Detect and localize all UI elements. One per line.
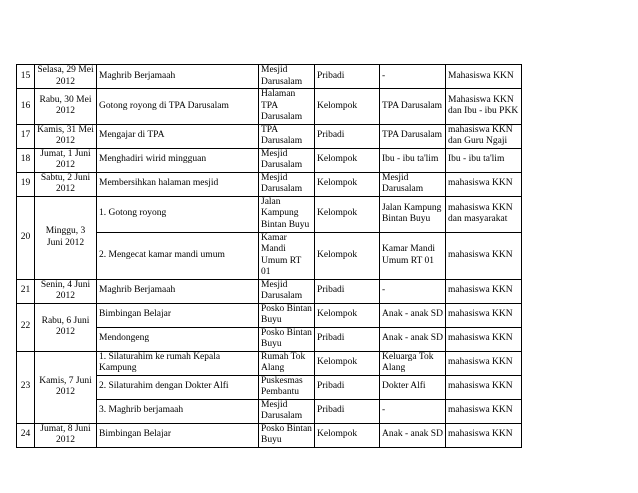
place-cell: Halaman TPA Darusalam — [259, 89, 315, 125]
target-cell: Keluarga Tok Alang — [380, 351, 446, 375]
place-cell: Puskesmas Pembantu — [259, 375, 315, 399]
type-cell: Kelompok — [315, 172, 380, 196]
place-cell: TPA Darusalam — [259, 124, 315, 148]
place-cell: Kamar Mandi Umum RT 01 — [259, 232, 315, 279]
table-row — [17, 124, 522, 148]
row-number: 18 — [17, 148, 35, 172]
activity-cell: Membersihkan halaman mesjid — [97, 172, 259, 196]
row-number: 21 — [17, 279, 35, 303]
place-cell: Posko Bintan Buyu — [259, 423, 315, 447]
pj-cell: Mahasiswa KKN — [446, 65, 522, 89]
day-cell: Rabu, 30 Mei 2012 — [35, 89, 97, 125]
target-cell: TPA Darusalam — [380, 89, 446, 125]
activity-cell: 1. Gotong royong — [97, 196, 259, 232]
activity-cell: Bimbingan Belajar — [97, 303, 259, 327]
row-number: 22 — [17, 303, 35, 351]
pj-cell: mahasiswa KKN — [446, 399, 522, 423]
place-cell: Mesjid Darusalam — [259, 172, 315, 196]
pj-cell: mahasiswa KKN dan Guru Ngaji — [446, 124, 522, 148]
table-row — [17, 279, 522, 303]
pj-cell: Ibu - ibu ta'lim — [446, 148, 522, 172]
type-cell: Pribadi — [315, 327, 380, 351]
type-cell: Kelompok — [315, 351, 380, 375]
day-cell: Selasa, 29 Mei 2012 — [35, 65, 97, 89]
row-number: 15 — [17, 65, 35, 89]
pj-cell: mahasiswa KKN — [446, 375, 522, 399]
row-number: 23 — [17, 351, 35, 423]
activity-cell: 3. Maghrib berjamaah — [97, 399, 259, 423]
type-cell: Kelompok — [315, 232, 380, 279]
activity-cell: Maghrib Berjamaah — [97, 65, 259, 89]
table-row — [17, 423, 522, 447]
day-cell: Senin, 4 Juni 2012 — [35, 279, 97, 303]
target-cell: Dokter Alfi — [380, 375, 446, 399]
pj-cell: mahasiswa KKN — [446, 279, 522, 303]
type-cell: Kelompok — [315, 303, 380, 327]
table-row — [17, 196, 522, 232]
type-cell: Pribadi — [315, 399, 380, 423]
table-row — [17, 351, 522, 375]
place-cell: Posko Bintan Buyu — [259, 303, 315, 327]
type-cell: Pribadi — [315, 124, 380, 148]
pj-cell: mahasiswa KKN — [446, 351, 522, 375]
target-cell: Kamar Mandi Umum RT 01 — [380, 232, 446, 279]
activity-cell: Mendongeng — [97, 327, 259, 351]
place-cell: Posko Bintan Buyu — [259, 327, 315, 351]
target-cell: TPA Darusalam — [380, 124, 446, 148]
target-cell: - — [380, 399, 446, 423]
type-cell: Kelompok — [315, 423, 380, 447]
place-cell: Mesjid Darusalam — [259, 148, 315, 172]
activity-cell: Gotong royong di TPA Darusalam — [97, 89, 259, 125]
table-row — [17, 148, 522, 172]
type-cell: Kelompok — [315, 89, 380, 125]
activity-cell: 2. Silaturahim dengan Dokter Alfi — [97, 375, 259, 399]
target-cell: Ibu - ibu ta'lim — [380, 148, 446, 172]
activity-cell: Bimbingan Belajar — [97, 423, 259, 447]
row-number: 24 — [17, 423, 35, 447]
day-cell: Rabu, 6 Juni 2012 — [35, 303, 97, 351]
day-cell: Jumat, 8 Juni 2012 — [35, 423, 97, 447]
type-cell: Pribadi — [315, 279, 380, 303]
target-cell: - — [380, 65, 446, 89]
pj-cell: Mahasiswa KKN dan Ibu - ibu PKK — [446, 89, 522, 125]
target-cell: Anak - anak SD — [380, 327, 446, 351]
target-cell: Anak - anak SD — [380, 303, 446, 327]
target-cell: - — [380, 279, 446, 303]
day-cell: Kamis, 7 Juni 2012 — [35, 351, 97, 423]
place-cell: Mesjid Darusalam — [259, 399, 315, 423]
schedule-table — [16, 64, 522, 448]
row-number: 16 — [17, 89, 35, 125]
activity-cell: 1. Silaturahim ke rumah Kepala Kampung — [97, 351, 259, 375]
row-number: 19 — [17, 172, 35, 196]
pj-cell: mahasiswa KKN — [446, 232, 522, 279]
type-cell: Kelompok — [315, 196, 380, 232]
pj-cell: mahasiswa KKN dan masyarakat — [446, 196, 522, 232]
place-cell: Rumah Tok Alang — [259, 351, 315, 375]
pj-cell: mahasiswa KKN — [446, 172, 522, 196]
pj-cell: mahasiswa KKN — [446, 327, 522, 351]
table-row — [17, 89, 522, 125]
table-row — [17, 303, 522, 327]
activity-cell: Maghrib Berjamaah — [97, 279, 259, 303]
target-cell: Anak - anak SD — [380, 423, 446, 447]
type-cell: Pribadi — [315, 65, 380, 89]
activity-cell: Menghadiri wirid mingguan — [97, 148, 259, 172]
day-cell: Kamis, 31 Mei 2012 — [35, 124, 97, 148]
place-cell: Mesjid Darusalam — [259, 65, 315, 89]
type-cell: Kelompok — [315, 148, 380, 172]
row-number: 20 — [17, 196, 35, 279]
table-row — [17, 65, 522, 89]
type-cell: Pribadi — [315, 375, 380, 399]
pj-cell: mahasiswa KKN — [446, 303, 522, 327]
day-cell: Minggu, 3 Juni 2012 — [35, 196, 97, 279]
target-cell: Jalan Kampung Bintan Buyu — [380, 196, 446, 232]
activity-cell: Mengajar di TPA — [97, 124, 259, 148]
pj-cell: mahasiswa KKN — [446, 423, 522, 447]
place-cell: Mesjid Darusalam — [259, 279, 315, 303]
target-cell: Mesjid Darusalam — [380, 172, 446, 196]
day-cell: Sabtu, 2 Juni 2012 — [35, 172, 97, 196]
place-cell: Jalan Kampung Bintan Buyu — [259, 196, 315, 232]
table-row — [17, 172, 522, 196]
activity-cell: 2. Mengecat kamar mandi umum — [97, 232, 259, 279]
day-cell: Jumat, 1 Juni 2012 — [35, 148, 97, 172]
row-number: 17 — [17, 124, 35, 148]
